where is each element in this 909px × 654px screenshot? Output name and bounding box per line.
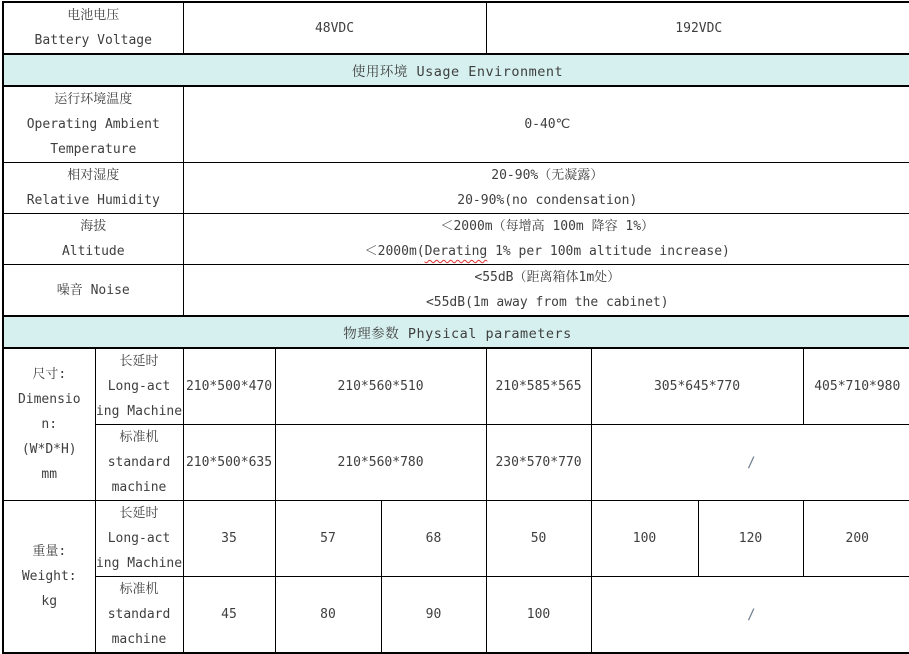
weight-long-cell-1: 35	[183, 501, 275, 577]
weight-long-cell-4: 50	[486, 501, 591, 577]
altitude-row	[3, 214, 909, 265]
physical-parameters-section-row	[3, 316, 909, 348]
relative-humidity-row	[3, 163, 909, 214]
dimension-long-cell-5: 405*710*980	[803, 348, 909, 425]
dimension-long-cell-1: 210*500*470	[183, 348, 275, 425]
noise-label: 噪音 Noise	[3, 265, 183, 317]
battery-voltage-192vdc-cell: 192VDC	[486, 2, 909, 54]
weight-long-acting-row	[3, 501, 909, 577]
battery-voltage-label	[3, 2, 183, 54]
dimension-standard-cell-2: 210*560*780	[275, 425, 486, 501]
dimension-long-acting-sublabel: 长延时 Long-act ing Machine	[95, 348, 183, 425]
operating-temperature-value: 0-40℃	[183, 86, 909, 163]
altitude-label-en: Altitude	[4, 239, 183, 264]
weight-standard-row	[3, 577, 909, 654]
dimension-standard-row	[3, 425, 909, 501]
operating-temperature-label-cn: 运行环境温度	[4, 87, 183, 112]
weight-standard-cell-3: 90	[381, 577, 486, 654]
physical-parameters-section-header: 物理参数 Physical parameters	[3, 316, 909, 348]
operating-temperature-label-en1: Operating Ambient	[4, 112, 183, 137]
weight-label: 重量: Weight: kg	[3, 501, 95, 654]
spec-table	[2, 1, 909, 654]
usage-environment-section-header: 使用环境 Usage Environment	[3, 54, 909, 86]
weight-long-cell-2: 57	[275, 501, 381, 577]
altitude-label-cn: 海拔	[4, 214, 183, 239]
weight-standard-sublabel: 标准机 standard machine	[95, 577, 183, 654]
altitude-value-en-line: ＜2000m(Derating 1% per 100m altitude increase)	[184, 239, 909, 264]
operating-temperature-label-en2: Temperature	[4, 137, 183, 162]
spellcheck-underlined-word: Derating	[425, 244, 488, 259]
dimension-standard-sublabel: 标准机 standard machine	[95, 425, 183, 501]
dimension-long-acting-row	[3, 348, 909, 425]
operating-temperature-row	[3, 86, 909, 163]
weight-standard-cell-1: 45	[183, 577, 275, 654]
relative-humidity-value: 20-90%（无凝露） 20-90%(no condensation)	[183, 163, 909, 214]
dimension-standard-cell-1: 210*500*635	[183, 425, 275, 501]
weight-long-cell-6: 120	[698, 501, 803, 577]
battery-voltage-label-en: Battery Voltage	[4, 28, 183, 53]
weight-standard-cell-2: 80	[275, 577, 381, 654]
weight-standard-cell-4: 100	[486, 577, 591, 654]
battery-voltage-label-cn: 电池电压	[4, 3, 183, 28]
altitude-label	[3, 214, 183, 265]
relative-humidity-label-cn: 相对湿度	[4, 163, 183, 188]
weight-standard-na-cell: /	[591, 577, 909, 654]
dimension-long-cell-3: 210*585*565	[486, 348, 591, 425]
weight-long-cell-3: 68	[381, 501, 486, 577]
relative-humidity-label	[3, 163, 183, 214]
weight-long-acting-sublabel: 长延时 Long-act ing Machine	[95, 501, 183, 577]
dimension-standard-na-cell: /	[591, 425, 909, 501]
dimension-long-cell-4: 305*645*770	[591, 348, 803, 425]
battery-voltage-48vdc-cell: 48VDC	[183, 2, 486, 54]
noise-value: <55dB（距离箱体1m处） <55dB(1m away from the cabinet)	[183, 265, 909, 317]
battery-voltage-row	[3, 2, 909, 54]
dimension-long-cell-2: 210*560*510	[275, 348, 486, 425]
relative-humidity-label-en: Relative Humidity	[4, 188, 183, 213]
weight-long-cell-5: 100	[591, 501, 698, 577]
usage-environment-section-row	[3, 54, 909, 86]
dimension-standard-cell-3: 230*570*770	[486, 425, 591, 501]
dimension-label: 尺寸: Dimensio n: (W*D*H) mm	[3, 348, 95, 501]
weight-long-cell-7: 200	[803, 501, 909, 577]
altitude-value: ＜2000m（每增高 100m 降容 1%） ＜2000m(Derating 1% per 100m altitude increase)	[183, 214, 909, 265]
operating-temperature-label	[3, 86, 183, 163]
noise-row	[3, 265, 909, 317]
